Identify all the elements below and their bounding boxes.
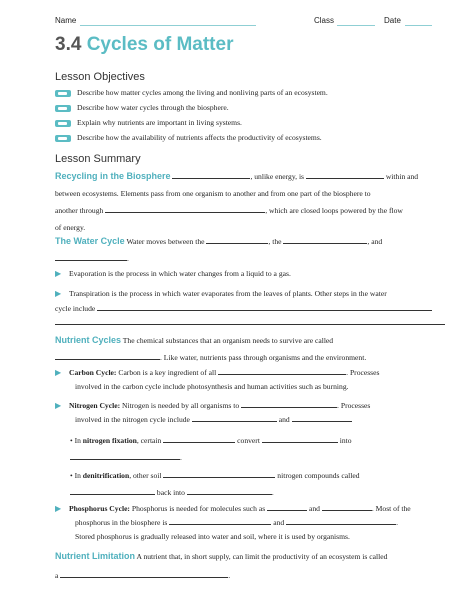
triangle-bullet-icon: ▶: [55, 269, 62, 278]
name-field[interactable]: [80, 25, 256, 26]
book-tab-icon: [55, 135, 71, 142]
name-label: Name: [55, 16, 77, 25]
book-tab-icon: [55, 120, 71, 127]
blank[interactable]: [163, 469, 275, 478]
blank[interactable]: [60, 569, 228, 578]
blank[interactable]: [262, 434, 338, 443]
blank[interactable]: [267, 502, 307, 511]
page-title: [55, 34, 233, 56]
blank[interactable]: [172, 170, 250, 179]
blank[interactable]: [206, 235, 268, 244]
triangle-bullet-icon: ▶: [55, 368, 62, 377]
denitrification-item: • In denitrification, other soil nitrogen compounds called back into .: [70, 471, 360, 497]
objective-item: Explain why nutrients are important in living systems.: [55, 118, 242, 127]
limitation-paragraph: Nutrient Limitation A nutrient that, in short supply, can limit the productivity of an ecosystem is called a .: [55, 551, 388, 580]
blank[interactable]: [70, 451, 180, 460]
blank[interactable]: [241, 399, 337, 408]
book-tab-icon: [55, 105, 71, 112]
blank[interactable]: [97, 302, 432, 311]
summary-heading: Lesson Summary: [55, 153, 141, 165]
carbon-bullet: ▶ Carbon Cycle: Carbon is a key ingredient of all . Processes involved in the carbon cycle include photosynthesis and human activities such as burning.: [55, 368, 380, 391]
evaporation-bullet: ▶ Evaporation is the process in which water changes from a liquid to a gas.: [55, 269, 291, 278]
blank[interactable]: [286, 516, 396, 525]
blank[interactable]: [70, 486, 155, 495]
blank[interactable]: [105, 204, 265, 213]
limitation-title: Nutrient Limitation: [55, 551, 135, 561]
blank[interactable]: [306, 170, 384, 179]
blank[interactable]: [322, 502, 372, 511]
nutrient-paragraph: Nutrient Cycles The chemical substances that an organism needs to survive are called . Like water, nutrients pass through organisms and the environment.: [55, 335, 367, 362]
objectives-heading: Lesson Objectives: [55, 71, 145, 83]
water-paragraph: The Water Cycle Water moves between the , the , and .: [55, 236, 383, 263]
objective-item: Describe how the availability of nutrients affects the productivity of ecosystems.: [55, 133, 322, 142]
class-field[interactable]: [337, 25, 375, 26]
water-title: The Water Cycle: [55, 236, 125, 246]
blank[interactable]: [192, 413, 277, 422]
phosphorus-bullet: ▶ Phosphorus Cycle: Phosphorus is needed for molecules such as and . Most of the phosphorus in the biosphere is and . Stored phosphorus is gradually released into water and soil, where it is used by organisms.: [55, 504, 411, 541]
book-tab-icon: [55, 90, 71, 97]
triangle-bullet-icon: ▶: [55, 289, 62, 298]
blank[interactable]: [187, 486, 272, 495]
objective-item: Describe how water cycles through the biosphere.: [55, 103, 229, 112]
nitrogen-bullet: ▶ Nitrogen Cycle: Nitrogen is needed by all organisms to . Processes involved in the nitrogen cycle include and: [55, 401, 371, 424]
blank[interactable]: [218, 366, 346, 375]
section-name: Cycles of Matter: [86, 34, 234, 55]
answer-line[interactable]: [55, 324, 445, 325]
blank[interactable]: [283, 235, 367, 244]
date-field[interactable]: [405, 25, 432, 26]
triangle-bullet-icon: ▶: [55, 401, 62, 410]
blank[interactable]: [169, 516, 271, 525]
recycling-title: Recycling in the Biosphere: [55, 171, 171, 181]
blank[interactable]: [55, 351, 160, 360]
blank[interactable]: [55, 252, 127, 261]
nutrient-title: Nutrient Cycles: [55, 335, 122, 345]
objective-item: Describe how matter cycles among the living and nonliving parts of an ecosystem.: [55, 88, 328, 97]
blank[interactable]: [292, 413, 352, 422]
blank[interactable]: [163, 434, 235, 443]
recycling-paragraph: Recycling in the Biosphere , unlike energy, is within and between ecosystems. Elements pass from one organism to another and from one part of the biosphere to another through , which are closed loops powered by the flow of energy.: [55, 171, 419, 232]
class-label: Class: [314, 16, 335, 25]
transpiration-bullet: ▶ Transpiration is the process in which water evaporates from the leaves of plants. Other steps in the water cycle include: [55, 286, 450, 316]
nitrogen-fixation-item: • In nitrogen fixation, certain convert into .: [70, 436, 352, 462]
triangle-bullet-icon: ▶: [55, 504, 62, 513]
section-number: 3.4: [55, 34, 82, 55]
date-label: Date: [384, 16, 401, 25]
